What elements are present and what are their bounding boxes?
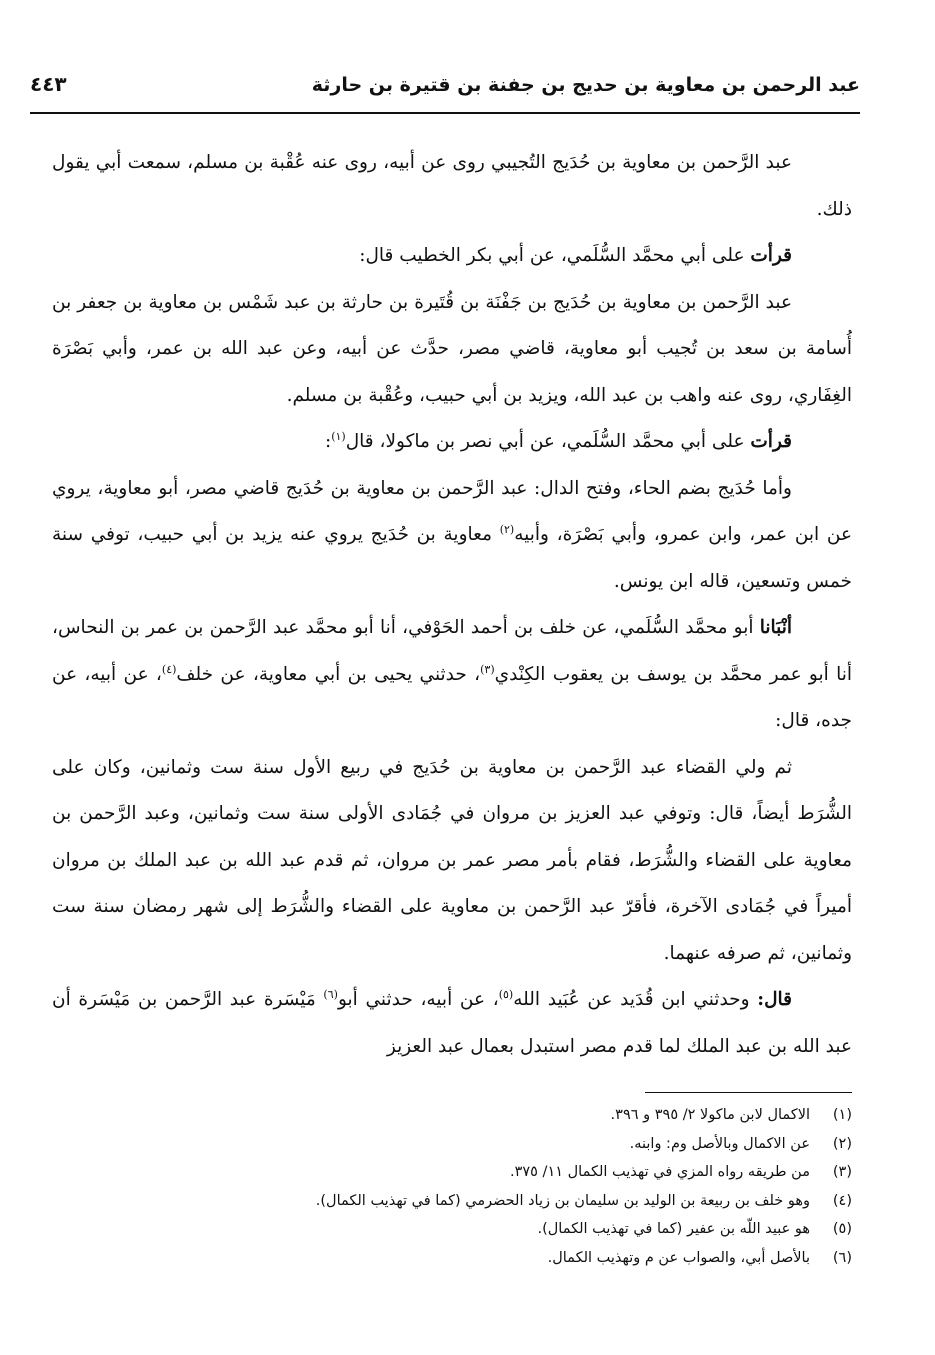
paragraph-lead: قرأت (750, 245, 792, 266)
footnotes (300, 1101, 852, 1272)
paragraph-p7 (52, 745, 852, 978)
paragraph-text: مَيْسَرة عبد الرَّحمن بن مَيْسَرة أن عبد الله بن عبد الملك لما قدم مصر استبدل بعمال عبد العزيز (52, 989, 852, 1057)
paragraph-text: على أبي محمَّد السُّلَمي، عن أبي نصر بن ماكولا، قال (345, 431, 751, 452)
footnote-number: (٢) (832, 1135, 852, 1152)
footnote-number: (٤) (832, 1192, 852, 1209)
footnote-text: عن الاكمال وبالأصل وم: وابنه. (629, 1135, 810, 1152)
paragraph-text: ثم ولي القضاء عبد الرَّحمن بن معاوية بن حُدَيج في ربيع الأول سنة ست وثمانين، وكان على الشُّرَط أيضاً، قال: وتوفي عبد العزيز بن مروان في جُمَادى الأولى سنة ست وثمانين، وعبد الرَّحمن بن معاوية على القضاء والشُّرَط، فقام بأمر مصر عمر بن مروان، ثم قدم عبد الله بن عبد الملك بن مروان أميراً في جُمَادى الآخرة، فأقرّ عبد الرَّحمن بن معاوية على القضاء والشُّرَط إلى شهر رمضان سنة ست وثمانين، ثم صرفه عنهما. (52, 756, 852, 964)
paragraph-p5 (52, 466, 852, 606)
paragraph-text: أبو محمَّد السُّلَمي، عن خلف بن أحمد الحَوْفي، أنا أبو محمَّد عبد الرَّحمن بن عمر بن النحاس، أنا أبو عمر محمَّد بن يوسف بن يعقوب الكِنْدي (52, 617, 853, 685)
footnote-ref: (٤) (161, 662, 177, 676)
paragraph-p4 (52, 419, 852, 466)
paragraph-text: على أبي محمَّد السُّلَمي، عن أبي بكر الخطيب قال: (359, 245, 751, 266)
page-header (30, 70, 860, 110)
footnote-text: بالأصل أبي، والصواب عن م وتهذيب الكمال. (547, 1249, 810, 1266)
paragraph-text: ، عن أبيه، حدثني أبو (337, 989, 499, 1010)
footnote-number: (٥) (832, 1221, 852, 1237)
footnote-rule (645, 1092, 852, 1093)
footnote-text: الاكمال لابن ماكولا ٢/ ٣٩٥ و ٣٩٦. (610, 1107, 810, 1123)
footnote-ref: (٢) (499, 522, 515, 536)
paragraph-text: وحدثني ابن قُدَيد عن عُبَيد الله (513, 989, 758, 1010)
footnote-item (300, 1215, 852, 1244)
paragraph-p1 (52, 140, 852, 233)
footnote-ref: (٣) (480, 662, 495, 676)
footnote-ref: (٦) (323, 987, 338, 1001)
page-number: ٤٤٣ (30, 72, 67, 96)
paragraph-p2 (52, 233, 852, 280)
paragraph-text: عبد الرَّحمن بن معاوية بن حُدَيج بن جَفْنَة بن قُتَيرة بن حارثة بن عبد شَمْس بن معاوية بن جعفر بن أُسامة بن سعد بن تُجيب أبو معاوية، قاضي مصر، حدَّث عن أبيه، وعن عبد الله بن عمر، وأبي بَصْرَة الغِفَاري، روى عنه واهب بن عبد الله، ويزيد بن أبي حبيب، وعُقْبة بن مسلم. (52, 291, 852, 406)
paragraph-lead: قال: (757, 989, 792, 1010)
header-rule (30, 112, 860, 114)
footnote-item (300, 1244, 852, 1273)
body-text (52, 140, 852, 1070)
footnote-number: (٦) (832, 1249, 852, 1266)
paragraph-text: معاوية بن حُدَيج يروي عنه يزيد بن أبي حبيب، توفي سنة خمس وتسعين، قاله ابن يونس. (52, 524, 852, 592)
running-title: عبد الرحمن بن معاوية بن حديج بن جفنة بن قتيرة بن حارثة (311, 74, 860, 96)
footnote-item (300, 1158, 852, 1187)
paragraph-p8 (52, 977, 852, 1070)
footnote-text: وهو خلف بن ربيعة بن الوليد بن سليمان بن زياد الحضرمي (كما في تهذيب الكمال). (315, 1192, 810, 1209)
paragraph-text: عبد الرَّحمن بن معاوية بن حُدَيج التُجيبي روى عن أبيه، روى عنه عُقْبة بن مسلم، سمعت أبي يقول ذلك. (52, 152, 852, 220)
paragraph-lead: قرأت (750, 431, 792, 452)
paragraph-text: ، عن أبيه، عن جده، قال: (52, 663, 852, 731)
footnote-item (300, 1130, 852, 1159)
paragraph-p6 (52, 605, 852, 745)
paragraph-p3 (52, 280, 852, 420)
paragraph-text: : (324, 431, 332, 452)
footnote-item (300, 1101, 852, 1130)
footnote-ref: (٥) (498, 987, 514, 1001)
footnote-text: من طريقه رواه المزي في تهذيب الكمال ١١/ ٣٧٥. (509, 1164, 810, 1180)
paragraph-lead: أنْبَانا (759, 617, 792, 638)
paragraph-text: ، حدثني يحيى بن أبي معاوية، عن خلف (176, 663, 481, 685)
footnote-text: هو عبيد اللّه بن عفير (كما في تهذيب الكمال). (537, 1221, 810, 1237)
paragraph-text: وأما حُدَيج بضم الحاء، وفتح الدال: عبد الرَّحمن بن معاوية بن حُدَيج قاضي مصر، أبو معاوية، يروي عن ابن عمر، وابن عمرو، وأبي بَصْرَة، وأبيه (52, 477, 852, 545)
footnote-number: (٣) (832, 1164, 852, 1180)
footnote-ref: (١) (331, 429, 346, 443)
footnote-number: (١) (832, 1107, 852, 1123)
footnote-item (300, 1187, 852, 1216)
